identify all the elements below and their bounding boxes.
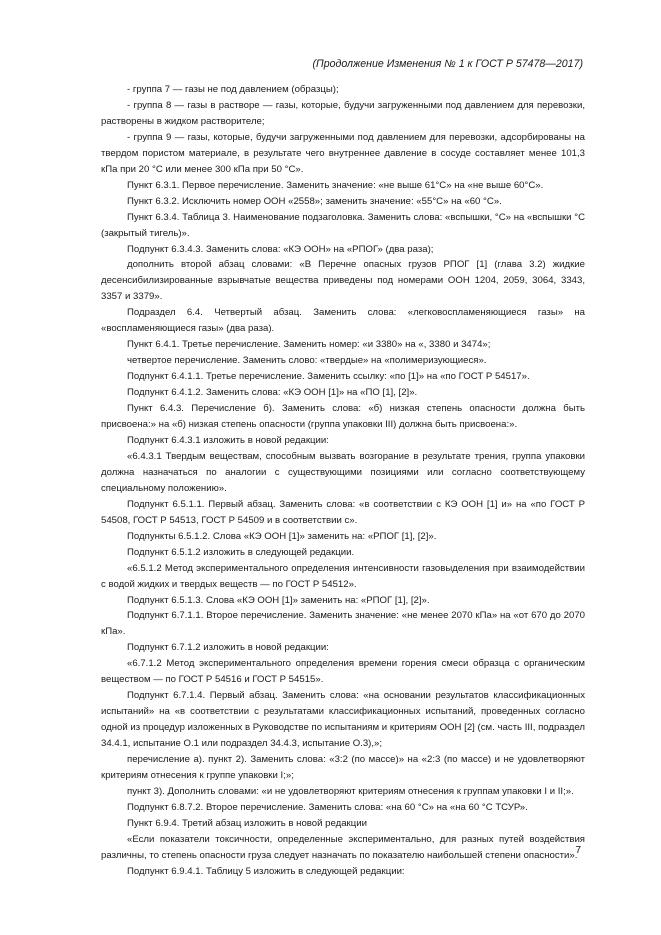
paragraph: - группа 9 — газы, которые, будучи загруженными под давлением для перевозки, адсорбированы на твердом пористом материале, в результате чего внутреннее давление в сосуде составляет менее 101,3 кПа при 20 °С или менее 300 кПа при 50 °С».: [101, 131, 585, 175]
page-number: 7: [575, 845, 581, 856]
paragraph: «6.4.3.1 Твердым веществам, способным вызвать возгорание в результате трения, группа упаковки должна назначаться по аналогии с существующими позициями или согласно соответствующему специальному положению».: [101, 450, 585, 494]
paragraph: Подпункт 6.7.1.2 изложить в новой редакции:: [127, 642, 329, 654]
paragraph: Пункт 6.3.1. Первое перечисление. Заменить значение: «не выше 61°С» на «не выше 60°С».: [127, 179, 544, 191]
paragraph: Подпункт 6.5.1.2 изложить в следующей редакции.: [127, 546, 355, 558]
paragraph: Подпункт 6.4.3.1 изложить в новой редакции:: [127, 434, 329, 446]
paragraph: перечисление а). пункт 2). Заменить слова: «3:2 (по массе)» на «2:3 (по массе) и не удовлетворяют критериям отнесения к группе упаковки I;»;: [101, 754, 585, 781]
paragraph: Подпункт 6.5.1.1. Первый абзац. Заменить слова: «в соответствии с КЭ ООН [1] и» на «по ГОСТ Р 54508, ГОСТ Р 54513, ГОСТ Р 54509 и в соответствии с».: [101, 498, 585, 526]
paragraph: Подраздел 6.4. Четвертый абзац. Заменить слова: «легковоспламеняющиеся газы» на «воспламеняющиеся газы» (два раза).: [101, 307, 585, 335]
paragraph: Подпункт 6.7.1.4. Первый абзац. Заменить слова: «на основании результатов классификационных испытаний» на «в соответствии с результатами классификационных испытаний, проведенных согласно одной из процедур изложенных в Руководстве по испытаниям и критериям ООН [2] (см. часть III, подраздел 34.4.1, испытание О.1 или подраздел 34.4.3, испытание О.3),»;: [101, 690, 585, 750]
paragraph: «Если показатели токсичности, определенные экспериментально, для разных путей воздействия различны, то степень опасности груза следует назначать по показателю наибольшей степени опасности».: [101, 833, 585, 861]
paragraph: «6.7.1.2 Метод экспериментального определения времени горения смеси образца с органическим веществом — по ГОСТ Р 54516 и ГОСТ Р 54515».: [101, 658, 585, 686]
paragraph: - группа 7 — газы не под давлением (образцы);: [127, 84, 339, 95]
paragraph: пункт 3). Дополнить словами: «и не удовлетворяют критериям отнесения к группам упаковки I и II;».: [127, 785, 574, 797]
paragraph: Подпункт 6.4.1.1. Третье перечисление. Заменить ссылку: «по [1]» на «по ГОСТ Р 54517».: [127, 371, 530, 383]
paragraph: Пункт 6.4.1. Третье перечисление. Заменить номер: «и 3380» на «, 3380 и 3474»;: [127, 339, 491, 351]
paragraph: Пункт 6.9.4. Третий абзац изложить в новой редакции: [127, 817, 367, 829]
paragraph: Подпункт 6.3.4.3. Заменить слова: «КЭ ООН» на «РПОГ» (два раза);: [127, 243, 434, 255]
paragraph: Подпункт 6.8.7.2. Второе перечисление. Заменить слова: «на 60 °С» на «на 60 °С ТСУР».: [127, 801, 528, 813]
paragraph: четвертое перечисление. Заменить слово: «твердые» на «полимеризующиеся».: [127, 355, 487, 367]
running-header: (Продолжение Изменения № 1 к ГОСТ Р 57478—2017): [312, 58, 583, 70]
paragraph: Пункт 6.3.4. Таблица 3. Наименование подзаголовка. Заменить слова: «вспышки, °С» на «вспышки °С (закрытый тигель)».: [101, 211, 585, 239]
paragraph: Подпункт 6.5.1.3. Слова «КЭ ООН [1]» заменить на: «РПОГ [1], [2]».: [127, 594, 430, 606]
paragraph: Подпункт 6.9.4.1. Таблицу 5 изложить в следующей редакции:: [127, 865, 405, 877]
paragraph: Подпункт 6.4.1.2. Заменить слова: «КЭ ООН [1]» на «ПО [1], [2]».: [127, 387, 418, 399]
paragraph: Подпункты 6.5.1.2. Слова «КЭ ООН [1]» заменить на: «РПОГ [1], [2]».: [127, 530, 437, 542]
paragraph: Пункт 6.4.3. Перечисление б). Заменить слова: «б) низкая степень опасности должна быть присвоена:» на «б) низкая степень опасности (группа упаковки III) должна быть присвоена:».: [101, 403, 585, 431]
paragraph: Подпункт 6.7.1.1. Второе перечисление. Заменить значение: «не менее 2070 кПа» на «от 670 до 2070 кПа».: [101, 610, 585, 638]
paragraph: «6.5.1.2 Метод экспериментального определения интенсивности газовыделения при взаимодействии с водой жидких и твердых веществ — по ГОСТ Р 54512».: [101, 562, 585, 590]
paragraph: дополнить второй абзац словами: «В Перечне опасных грузов РПОГ [1] (глава 3.2) жидкие десенсибилизированные взрывчатые вещества приведены под номерами ООН 1204, 2059, 3064, 3343, 3357 и 3379».: [101, 259, 585, 303]
paragraph: Пункт 6.3.2. Исключить номер ООН «2558»; заменить значение: «55°С» на «60 °С».: [127, 195, 502, 207]
document-body: [101, 82, 585, 880]
paragraph: - группа 8 — газы в растворе — газы, которые, будучи загруженными под давлением для перевозки, растворены в жидком растворителе;: [101, 99, 585, 127]
